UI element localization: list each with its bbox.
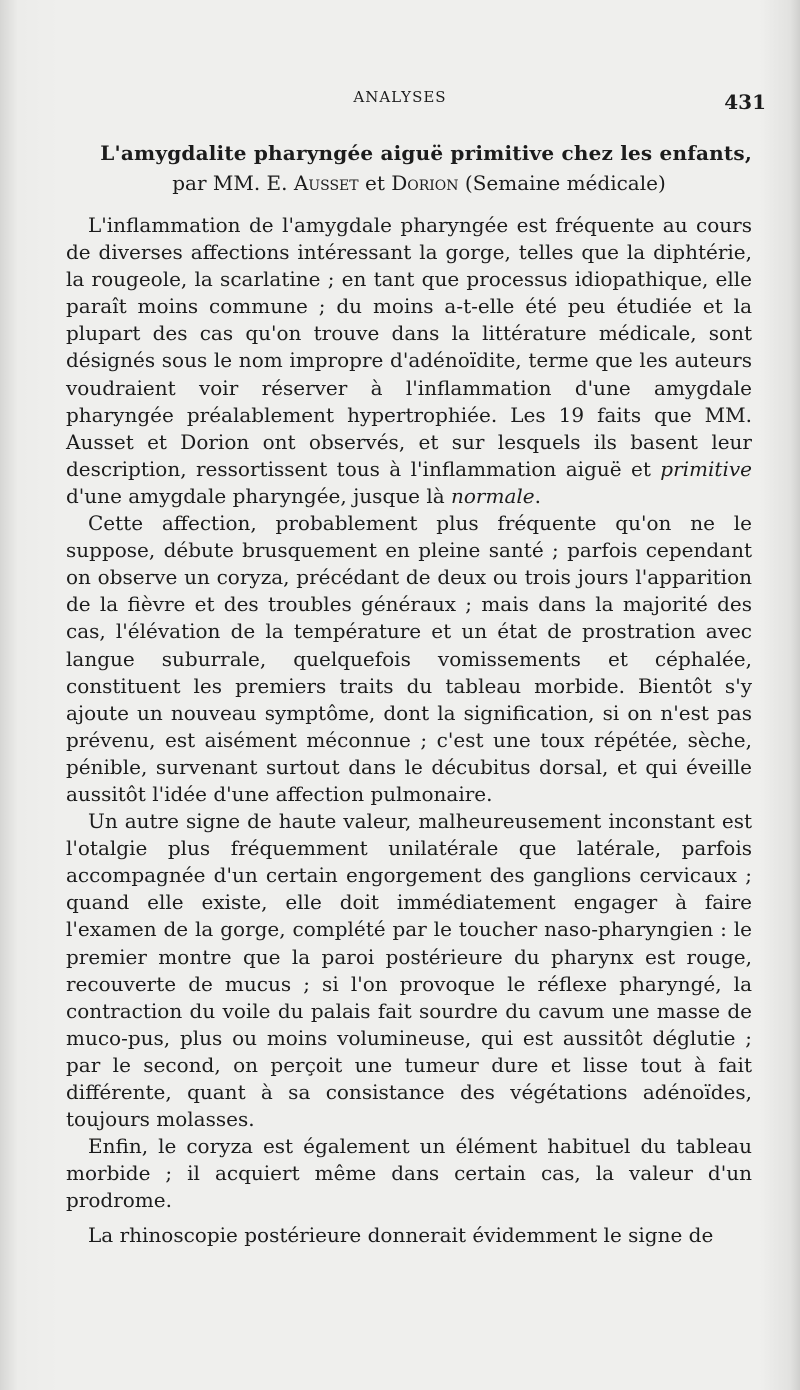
paragraph-1 — [66, 212, 752, 510]
byline-prefix: par MM. E. — [172, 171, 294, 195]
page-number: 431 — [724, 90, 766, 114]
byline-suffix: (Semaine médicale) — [458, 171, 666, 195]
author-ausset: Ausset — [293, 171, 359, 195]
byline-mid: et — [358, 171, 392, 195]
running-head — [0, 88, 800, 112]
emphasis-normale: normale — [451, 483, 535, 508]
paragraph-1-text-b: d'une amygdale pharyngée, jusque là — [66, 483, 451, 508]
paragraph-1-text-a: L'inflammation de l'amygdale pharyngée est fréquente au cours de diverses affections intéressant la gorge, telles que la diphtérie, la rougeole, la scarlatine ; en tant que processus idiopathique, elle paraît moins commune ; du moins a-t-elle été peu étudiée et la plupart des cas qu'on trouve dans la littérature médicale, sont désignés sous le nom impropre d'adénoïdite, terme que les auteurs voudraient voir réserver à l'inflammation d'une amygdale pharyngée préalablement hypertrophiée. Les 19 faits que MM. Ausset et Dorion ont observés, et sur lesquels ils basent leur description, ressortissent tous à l'inflammation aiguë et — [66, 213, 752, 481]
author-dorion: Dorion — [391, 171, 459, 195]
article-byline — [66, 168, 752, 198]
running-title: ANALYSES — [353, 88, 447, 106]
paragraph-5: La rhinoscopie postérieure donnerait évidemment le signe de — [88, 1223, 714, 1248]
paragraph-2: Cette affection, probablement plus fréquente qu'on ne le suppose, débute brusquement en pleine santé ; parfois cependant on observe un coryza, précédant de deux ou trois jours l'apparition de la fièvre et des troubles généraux ; mais dans la majorité des cas, l'élévation de la température et un état de prostration avec langue suburrale, quelquefois vomissements et céphalée, constituent les premiers traits du tableau morbide. Bientôt s'y ajoute un nouveau symptôme, dont la signification, si on n'est pas prévenu, est aisément méconnue ; c'est une toux répétée, sèche, pénible, survenant surtout dans le décubitus dorsal, et qui éveille aussitôt l'idée d'une affection pulmonaire. — [66, 511, 752, 806]
paragraph-4: Enfin, le coryza est également un élément habituel du tableau morbide ; il acquiert même dans certain cas, la valeur d'un prodrome. — [66, 1134, 752, 1213]
article-title: L'amygdalite pharyngée aiguë primitive chez les enfants, — [100, 141, 752, 165]
article-body — [66, 138, 752, 1250]
emphasis-primitive: primitive — [660, 456, 752, 481]
paragraph-1-text-c: . — [534, 483, 541, 508]
paragraph-3: Un autre signe de haute valeur, malheureusement inconstant est l'otalgie plus fréquemment unilatérale que latérale, parfois accompagnée d'un certain engorgement des ganglions cervicaux ; quand elle existe, elle doit immédiatement engager à faire l'examen de la gorge, complété par le toucher naso-pharyngien : le premier montre que la paroi postérieure du pharynx est rouge, recouverte de mucus ; si l'on provoque le réflexe pharyngé, la contraction du voile du palais fait sourdre du cavum une masse de muco-pus, plus ou moins volumineuse, qui est aussitôt déglutie ; par le second, on perçoit une tumeur dure et lisse tout à fait différente, quant à sa consistance des végétations adénoïdes, toujours molasses. — [66, 809, 752, 1132]
